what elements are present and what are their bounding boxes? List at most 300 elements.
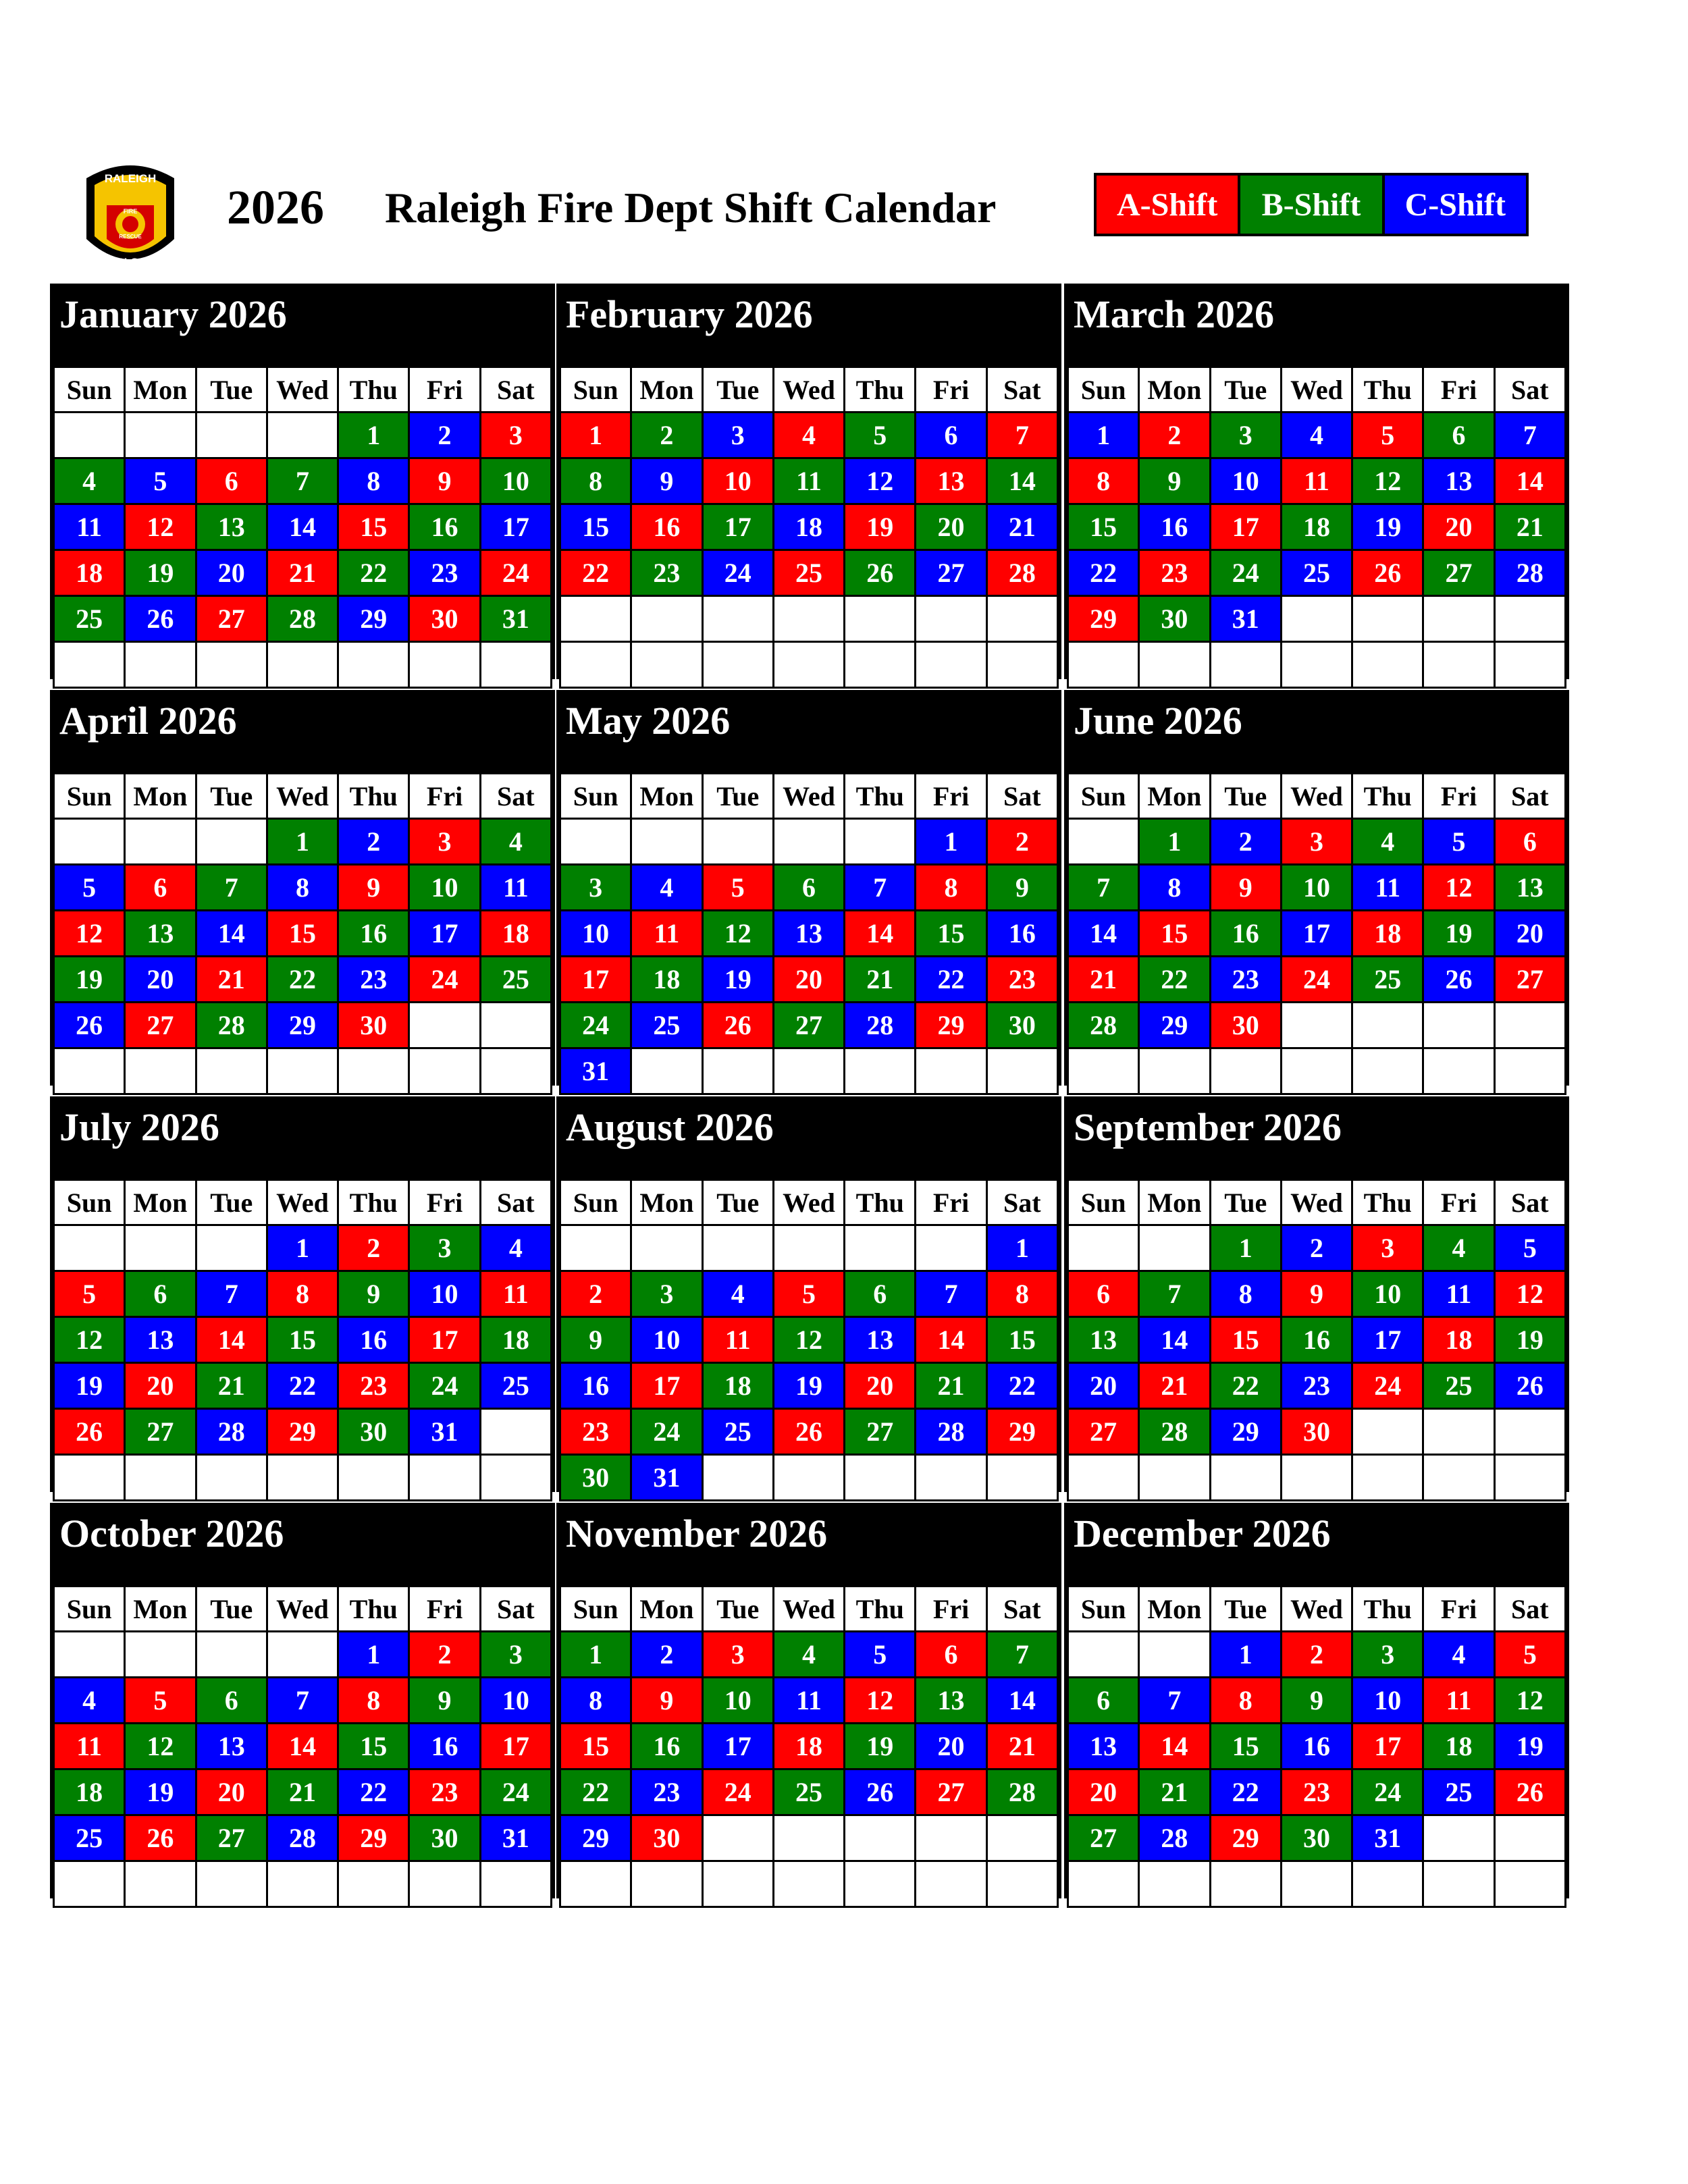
month-calendar — [556, 1096, 1061, 1492]
empty-day-cell — [1352, 1455, 1423, 1501]
day-cell-b-shift: 18 — [1423, 1724, 1494, 1769]
day-cell-b-shift: 12 — [125, 1724, 196, 1769]
weekday-header: Fri — [1423, 774, 1494, 819]
day-cell-b-shift: 16 — [338, 911, 409, 957]
week-row — [560, 1769, 1058, 1815]
day-cell-c-shift: 31 — [1352, 1815, 1423, 1861]
week-row — [560, 957, 1058, 1003]
day-cell-a-shift: 17 — [409, 1317, 480, 1363]
week-row — [560, 865, 1058, 911]
empty-day-cell — [631, 596, 702, 642]
empty-day-cell — [773, 1815, 844, 1861]
day-cell-c-shift: 25 — [1281, 550, 1352, 596]
day-cell-c-shift: 14 — [267, 504, 338, 550]
empty-day-cell — [54, 1225, 125, 1271]
day-cell-c-shift: 22 — [916, 957, 986, 1003]
day-cell-b-shift: 7 — [1068, 865, 1139, 911]
day-cell-a-shift: 24 — [1352, 1363, 1423, 1409]
day-cell-a-shift: 23 — [338, 1363, 409, 1409]
day-cell-b-shift: 3 — [409, 1225, 480, 1271]
day-cell-c-shift: 28 — [1494, 550, 1565, 596]
day-cell-c-shift: 17 — [1281, 911, 1352, 957]
month-title: February 2026 — [559, 286, 1059, 366]
weekday-header: Sun — [54, 1180, 125, 1225]
day-cell-a-shift: 29 — [986, 1409, 1057, 1455]
week-row — [1068, 1815, 1566, 1861]
month-title: June 2026 — [1067, 693, 1566, 772]
empty-day-cell — [1423, 1409, 1494, 1455]
day-cell-a-shift: 11 — [1423, 1678, 1494, 1724]
day-cell-c-shift: 7 — [267, 1678, 338, 1724]
day-cell-a-shift: 17 — [1210, 504, 1281, 550]
empty-day-cell — [409, 1003, 480, 1048]
day-cell-c-shift: 25 — [480, 1363, 551, 1409]
weekday-header: Tue — [196, 1587, 267, 1632]
week-row — [1068, 550, 1566, 596]
day-cell-b-shift: 24 — [1210, 550, 1281, 596]
day-cell-b-shift: 3 — [631, 1271, 702, 1317]
month-day-table — [53, 1179, 552, 1501]
day-cell-c-shift: 20 — [125, 957, 196, 1003]
day-cell-c-shift: 14 — [196, 911, 267, 957]
day-cell-c-shift: 2 — [1210, 819, 1281, 865]
weekday-header: Thu — [338, 1587, 409, 1632]
month-title: October 2026 — [53, 1506, 552, 1585]
day-cell-b-shift: 31 — [480, 596, 551, 642]
day-cell-a-shift: 26 — [773, 1409, 844, 1455]
empty-day-cell — [196, 412, 267, 458]
day-cell-a-shift: 21 — [196, 957, 267, 1003]
empty-day-cell — [773, 1861, 844, 1907]
day-cell-a-shift: 18 — [773, 1724, 844, 1769]
day-cell-b-shift: 24 — [1352, 1769, 1423, 1815]
day-cell-c-shift: 5 — [1423, 819, 1494, 865]
day-cell-a-shift: 2 — [560, 1271, 631, 1317]
empty-day-cell — [125, 412, 196, 458]
day-cell-a-shift: 26 — [54, 1409, 125, 1455]
empty-day-cell — [480, 1861, 551, 1907]
day-cell-a-shift: 11 — [54, 1724, 125, 1769]
weekday-header: Mon — [125, 1180, 196, 1225]
day-cell-c-shift: 20 — [196, 550, 267, 596]
empty-day-cell — [1068, 1048, 1139, 1094]
week-row — [560, 596, 1058, 642]
day-cell-a-shift: 9 — [409, 458, 480, 504]
week-row — [54, 957, 552, 1003]
empty-day-cell — [845, 642, 916, 688]
empty-day-cell — [1139, 1455, 1210, 1501]
empty-day-cell — [631, 1861, 702, 1907]
weekday-header: Mon — [1139, 1587, 1210, 1632]
week-row — [54, 458, 552, 504]
day-cell-b-shift: 18 — [480, 1317, 551, 1363]
week-row — [560, 504, 1058, 550]
empty-day-cell — [338, 1048, 409, 1094]
weekday-header: Mon — [1139, 367, 1210, 412]
month-calendar — [50, 284, 555, 679]
day-cell-b-shift: 27 — [125, 1409, 196, 1455]
day-cell-b-shift: 9 — [338, 1271, 409, 1317]
empty-day-cell — [1139, 1861, 1210, 1907]
day-cell-a-shift: 6 — [125, 865, 196, 911]
day-cell-c-shift: 5 — [845, 1632, 916, 1678]
empty-day-cell — [196, 1225, 267, 1271]
weekday-header: Fri — [409, 774, 480, 819]
week-row — [54, 1455, 552, 1501]
day-cell-b-shift: 21 — [267, 1769, 338, 1815]
day-cell-b-shift: 22 — [338, 550, 409, 596]
weekday-header: Tue — [1210, 367, 1281, 412]
day-cell-a-shift: 17 — [1352, 1724, 1423, 1769]
day-cell-c-shift: 22 — [338, 1769, 409, 1815]
empty-day-cell — [196, 1048, 267, 1094]
day-cell-b-shift: 5 — [845, 412, 916, 458]
empty-day-cell — [1494, 1409, 1565, 1455]
day-cell-c-shift: 16 — [338, 1317, 409, 1363]
day-cell-c-shift: 16 — [986, 911, 1057, 957]
day-cell-c-shift: 7 — [196, 1271, 267, 1317]
day-cell-c-shift: 14 — [1139, 1317, 1210, 1363]
day-cell-b-shift: 6 — [1423, 412, 1494, 458]
week-row — [54, 911, 552, 957]
day-cell-a-shift: 24 — [702, 1769, 773, 1815]
weekday-header: Fri — [1423, 367, 1494, 412]
day-cell-c-shift: 10 — [1352, 1678, 1423, 1724]
empty-day-cell — [196, 642, 267, 688]
day-cell-a-shift: 1 — [560, 412, 631, 458]
weekday-header: Sun — [560, 1180, 631, 1225]
day-cell-a-shift: 9 — [1281, 1271, 1352, 1317]
day-cell-a-shift: 18 — [1423, 1317, 1494, 1363]
day-cell-b-shift: 9 — [1281, 1678, 1352, 1724]
day-cell-a-shift: 5 — [1494, 1632, 1565, 1678]
day-cell-c-shift: 31 — [409, 1409, 480, 1455]
day-cell-a-shift: 17 — [560, 957, 631, 1003]
week-row — [54, 1271, 552, 1317]
weekday-header: Sun — [1068, 1587, 1139, 1632]
empty-day-cell — [916, 1225, 986, 1271]
day-cell-c-shift: 15 — [560, 504, 631, 550]
week-row — [54, 1769, 552, 1815]
day-cell-c-shift: 25 — [631, 1003, 702, 1048]
weekday-header: Fri — [916, 774, 986, 819]
empty-day-cell — [702, 1815, 773, 1861]
day-cell-c-shift: 25 — [702, 1409, 773, 1455]
day-cell-c-shift: 7 — [916, 1271, 986, 1317]
day-cell-b-shift: 27 — [773, 1003, 844, 1048]
empty-day-cell — [916, 1861, 986, 1907]
day-cell-b-shift: 12 — [1494, 1678, 1565, 1724]
day-cell-b-shift: 12 — [773, 1317, 844, 1363]
week-row — [54, 550, 552, 596]
day-cell-a-shift: 12 — [1494, 1271, 1565, 1317]
week-row — [1068, 957, 1566, 1003]
day-cell-b-shift: 22 — [1139, 957, 1210, 1003]
day-cell-b-shift: 1 — [267, 819, 338, 865]
weekday-header: Sun — [54, 367, 125, 412]
empty-day-cell — [1281, 596, 1352, 642]
empty-day-cell — [267, 1048, 338, 1094]
weekday-header: Tue — [196, 367, 267, 412]
day-cell-a-shift: 30 — [409, 596, 480, 642]
month-day-table — [1067, 1585, 1566, 1908]
day-cell-b-shift: 24 — [409, 1363, 480, 1409]
empty-day-cell — [986, 596, 1057, 642]
day-cell-b-shift: 4 — [480, 819, 551, 865]
empty-day-cell — [54, 642, 125, 688]
weekday-header: Thu — [1352, 774, 1423, 819]
week-row — [560, 550, 1058, 596]
day-cell-a-shift: 2 — [409, 1632, 480, 1678]
day-cell-a-shift: 14 — [196, 1317, 267, 1363]
week-row — [1068, 1769, 1566, 1815]
day-cell-b-shift: 3 — [1210, 412, 1281, 458]
weekday-header: Thu — [338, 367, 409, 412]
weekday-header: Thu — [1352, 1587, 1423, 1632]
day-cell-c-shift: 1 — [1210, 1632, 1281, 1678]
empty-day-cell — [125, 642, 196, 688]
day-cell-b-shift: 15 — [1068, 504, 1139, 550]
day-cell-b-shift: 6 — [1068, 1678, 1139, 1724]
month-day-table — [559, 1585, 1059, 1908]
day-cell-a-shift: 15 — [267, 911, 338, 957]
day-cell-b-shift: 13 — [125, 911, 196, 957]
weekday-header: Tue — [1210, 1180, 1281, 1225]
weekday-header: Fri — [409, 367, 480, 412]
day-cell-a-shift: 12 — [845, 1678, 916, 1724]
day-cell-a-shift: 3 — [1352, 1225, 1423, 1271]
day-cell-b-shift: 22 — [1210, 1363, 1281, 1409]
week-row — [54, 1048, 552, 1094]
day-cell-a-shift: 29 — [338, 1815, 409, 1861]
empty-day-cell — [1494, 642, 1565, 688]
day-cell-b-shift: 12 — [54, 1317, 125, 1363]
day-cell-c-shift: 3 — [702, 412, 773, 458]
day-cell-a-shift: 11 — [1281, 458, 1352, 504]
weekday-header: Mon — [631, 367, 702, 412]
logo-inner-text-2: RESCUE — [119, 234, 142, 240]
day-cell-a-shift: 14 — [916, 1317, 986, 1363]
empty-day-cell — [54, 1632, 125, 1678]
day-cell-c-shift: 25 — [1423, 1769, 1494, 1815]
day-cell-c-shift: 25 — [54, 1815, 125, 1861]
day-cell-c-shift: 28 — [267, 1815, 338, 1861]
day-cell-c-shift: 8 — [560, 1678, 631, 1724]
weekday-header: Tue — [702, 774, 773, 819]
empty-day-cell — [986, 1048, 1057, 1094]
day-cell-c-shift: 23 — [631, 1769, 702, 1815]
day-cell-c-shift: 7 — [845, 865, 916, 911]
day-cell-b-shift: 15 — [1210, 1724, 1281, 1769]
day-cell-c-shift: 14 — [1068, 911, 1139, 957]
day-cell-c-shift: 23 — [338, 957, 409, 1003]
week-row — [1068, 1048, 1566, 1094]
week-row — [54, 596, 552, 642]
day-cell-c-shift: 5 — [125, 458, 196, 504]
day-cell-a-shift: 27 — [1494, 957, 1565, 1003]
day-cell-c-shift: 22 — [267, 1363, 338, 1409]
weekday-header: Thu — [338, 774, 409, 819]
month-calendar — [1064, 690, 1569, 1086]
day-cell-c-shift: 19 — [702, 957, 773, 1003]
day-cell-a-shift: 4 — [773, 412, 844, 458]
day-cell-b-shift: 4 — [1423, 1225, 1494, 1271]
weekday-header: Sat — [480, 367, 551, 412]
day-cell-a-shift: 20 — [845, 1363, 916, 1409]
day-cell-c-shift: 13 — [773, 911, 844, 957]
day-cell-c-shift: 17 — [702, 1724, 773, 1769]
day-cell-a-shift: 9 — [631, 1678, 702, 1724]
day-cell-c-shift: 24 — [702, 550, 773, 596]
day-cell-b-shift: 13 — [196, 504, 267, 550]
empty-day-cell — [54, 412, 125, 458]
day-cell-b-shift: 12 — [1352, 458, 1423, 504]
day-cell-c-shift: 26 — [845, 1769, 916, 1815]
logo-top-text: RALEIGH — [104, 172, 157, 185]
day-cell-a-shift: 5 — [125, 1678, 196, 1724]
day-cell-c-shift: 7 — [1139, 1678, 1210, 1724]
day-cell-a-shift: 3 — [1281, 819, 1352, 865]
day-cell-c-shift: 8 — [1210, 1271, 1281, 1317]
week-row — [560, 819, 1058, 865]
day-cell-c-shift: 19 — [1494, 1724, 1565, 1769]
day-cell-b-shift: 7 — [986, 1632, 1057, 1678]
month-title: November 2026 — [559, 1506, 1059, 1585]
day-cell-a-shift: 27 — [125, 1003, 196, 1048]
empty-day-cell — [773, 642, 844, 688]
day-cell-b-shift: 21 — [196, 1363, 267, 1409]
month-day-table — [53, 366, 552, 689]
day-cell-c-shift: 1 — [986, 1225, 1057, 1271]
week-row — [54, 504, 552, 550]
empty-day-cell — [631, 642, 702, 688]
weekday-header: Sat — [480, 774, 551, 819]
empty-day-cell — [54, 1455, 125, 1501]
day-cell-a-shift: 24 — [480, 550, 551, 596]
day-cell-a-shift: 21 — [986, 1724, 1057, 1769]
weekday-header: Mon — [1139, 774, 1210, 819]
day-cell-b-shift: 21 — [845, 957, 916, 1003]
day-cell-c-shift: 12 — [845, 458, 916, 504]
empty-day-cell — [845, 1455, 916, 1501]
week-row — [1068, 596, 1566, 642]
empty-day-cell — [916, 1048, 986, 1094]
empty-day-cell — [267, 1861, 338, 1907]
day-cell-b-shift: 25 — [480, 957, 551, 1003]
day-cell-c-shift: 20 — [1068, 1363, 1139, 1409]
weekday-header: Mon — [125, 774, 196, 819]
empty-day-cell — [986, 642, 1057, 688]
day-cell-a-shift: 15 — [338, 504, 409, 550]
day-cell-a-shift: 7 — [986, 412, 1057, 458]
empty-day-cell — [480, 1409, 551, 1455]
day-cell-a-shift: 14 — [267, 1724, 338, 1769]
empty-day-cell — [1423, 1048, 1494, 1094]
day-cell-a-shift: 27 — [1068, 1409, 1139, 1455]
week-row — [1068, 504, 1566, 550]
month-title: March 2026 — [1067, 286, 1566, 366]
empty-day-cell — [1281, 1861, 1352, 1907]
week-row — [1068, 911, 1566, 957]
weekday-header: Fri — [916, 367, 986, 412]
empty-day-cell — [1494, 1048, 1565, 1094]
weekday-header: Fri — [409, 1180, 480, 1225]
empty-day-cell — [54, 1861, 125, 1907]
day-cell-a-shift: 22 — [560, 550, 631, 596]
empty-day-cell — [125, 1861, 196, 1907]
day-cell-b-shift: 30 — [1139, 596, 1210, 642]
month-day-table — [53, 772, 552, 1095]
empty-day-cell — [1139, 1632, 1210, 1678]
weekday-header: Thu — [845, 367, 916, 412]
weekday-header: Wed — [1281, 774, 1352, 819]
day-cell-a-shift: 8 — [338, 1678, 409, 1724]
empty-day-cell — [1423, 642, 1494, 688]
day-cell-b-shift: 15 — [986, 1317, 1057, 1363]
day-cell-b-shift: 1 — [560, 1632, 631, 1678]
month-title: December 2026 — [1067, 1506, 1566, 1585]
weekday-header: Mon — [631, 1180, 702, 1225]
empty-day-cell — [702, 1048, 773, 1094]
empty-day-cell — [1139, 1048, 1210, 1094]
week-row — [560, 1003, 1058, 1048]
day-cell-a-shift: 26 — [702, 1003, 773, 1048]
empty-day-cell — [1352, 1409, 1423, 1455]
day-cell-a-shift: 10 — [702, 458, 773, 504]
empty-day-cell — [631, 1048, 702, 1094]
day-cell-a-shift: 5 — [702, 865, 773, 911]
week-row — [54, 1409, 552, 1455]
day-cell-b-shift: 30 — [986, 1003, 1057, 1048]
day-cell-b-shift: 24 — [480, 1769, 551, 1815]
day-cell-a-shift: 25 — [773, 550, 844, 596]
day-cell-a-shift: 2 — [986, 819, 1057, 865]
week-row — [54, 1225, 552, 1271]
empty-day-cell — [1423, 596, 1494, 642]
day-cell-c-shift: 11 — [1423, 1271, 1494, 1317]
day-cell-a-shift: 27 — [916, 1769, 986, 1815]
empty-day-cell — [773, 819, 844, 865]
week-row — [54, 412, 552, 458]
empty-day-cell — [1281, 642, 1352, 688]
day-cell-c-shift: 28 — [845, 1003, 916, 1048]
empty-day-cell — [1494, 1455, 1565, 1501]
year-heading: 2026 — [227, 180, 324, 234]
week-row — [1068, 458, 1566, 504]
week-row — [560, 911, 1058, 957]
month-day-table — [559, 366, 1059, 689]
day-cell-b-shift: 28 — [196, 1003, 267, 1048]
day-cell-b-shift: 4 — [773, 1632, 844, 1678]
day-cell-c-shift: 26 — [54, 1003, 125, 1048]
day-cell-c-shift: 13 — [196, 1724, 267, 1769]
day-cell-c-shift: 19 — [54, 1363, 125, 1409]
empty-day-cell — [409, 642, 480, 688]
day-cell-a-shift: 3 — [702, 1632, 773, 1678]
day-cell-c-shift: 20 — [916, 1724, 986, 1769]
legend-b-shift: B-Shift — [1240, 176, 1384, 234]
empty-day-cell — [916, 596, 986, 642]
month-day-table — [559, 772, 1059, 1095]
day-cell-a-shift: 30 — [631, 1815, 702, 1861]
day-cell-a-shift: 3 — [409, 819, 480, 865]
empty-day-cell — [845, 1048, 916, 1094]
weekday-header: Sat — [1494, 1587, 1565, 1632]
day-cell-c-shift: 28 — [1139, 1815, 1210, 1861]
empty-day-cell — [480, 1455, 551, 1501]
empty-day-cell — [267, 642, 338, 688]
week-row — [54, 1815, 552, 1861]
